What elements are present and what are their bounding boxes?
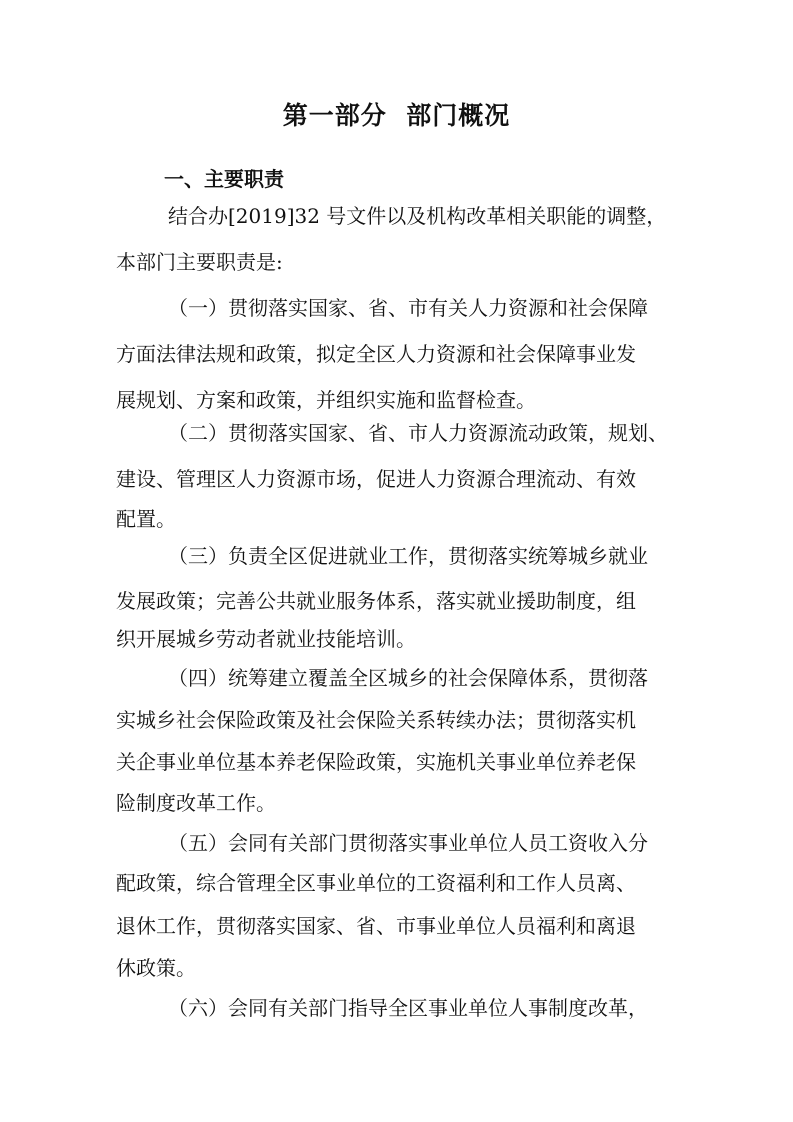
paragraph-line: 险制度改革工作。 — [116, 791, 276, 815]
paragraph-line: （一）贯彻落实国家、省、市有关人力资源和社会保障 — [168, 296, 648, 320]
paragraph-line: 结合办[2019]32 号文件以及机构改革相关职能的调整， — [168, 204, 667, 228]
paragraph-line: 配政策，综合管理全区事业单位的工资福利和工作人员离、 — [116, 871, 636, 895]
paragraph-line: （四）统筹建立覆盖全区城乡的社会保障体系，贯彻落 — [168, 666, 648, 690]
paragraph-line: （三）负责全区促进就业工作，贯彻落实统筹城乡就业 — [168, 544, 648, 568]
section-heading: 一、主要职责 — [164, 167, 284, 191]
paragraph-line: （六）会同有关部门指导全区事业单位人事制度改革， — [168, 996, 648, 1020]
paragraph-line: 方面法律法规和政策，拟定全区人力资源和社会保障事业发 — [116, 342, 636, 366]
paragraph-line: 配置。 — [116, 507, 176, 531]
paragraph-line: 退休工作，贯彻落实国家、省、市事业单位人员福利和离退 — [116, 914, 636, 938]
paragraph-line: （五）会同有关部门贯彻落实事业单位人员工资收入分 — [168, 831, 648, 855]
paragraph-line: 实城乡社会保险政策及社会保险关系转续办法；贯彻落实机 — [116, 708, 636, 732]
paragraph-line: 关企事业单位基本养老保险政策，实施机关事业单位养老保 — [116, 750, 636, 774]
paragraph-line: 织开展城乡劳动者就业技能培训。 — [116, 627, 416, 651]
page-title: 第一部分 部门概况 — [282, 101, 511, 130]
paragraph-line: 展规划、方案和政策，并组织实施和监督检查。 — [116, 388, 536, 412]
paragraph-line: 本部门主要职责是: — [116, 250, 283, 274]
paragraph-line: 休政策。 — [116, 956, 196, 980]
paragraph-line: 发展政策；完善公共就业服务体系，落实就业援助制度，组 — [116, 589, 636, 613]
paragraph-line: （二）贯彻落实国家、省、市人力资源流动政策，规划、 — [168, 421, 668, 445]
paragraph-line: 建设、管理区人力资源市场，促进人力资源合理流动、有效 — [116, 467, 636, 491]
